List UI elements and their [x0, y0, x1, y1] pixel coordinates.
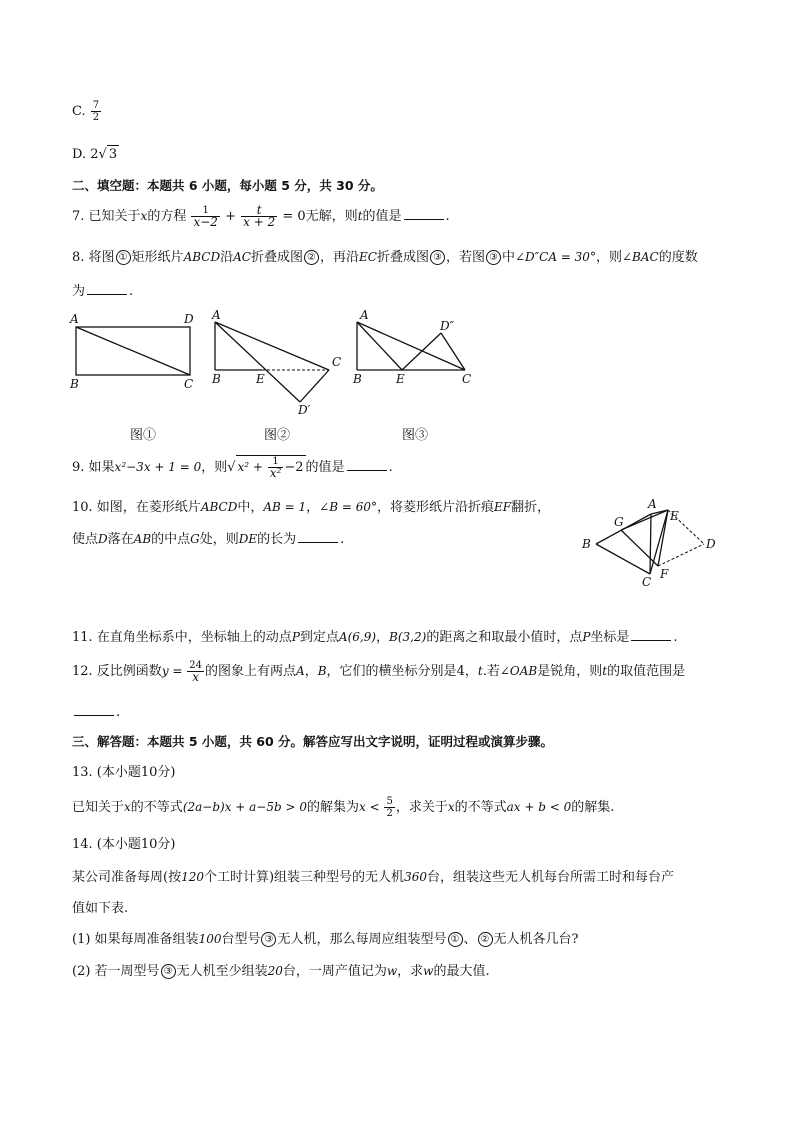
answer-blank[interactable] — [74, 703, 114, 716]
figure-3-caption: 图③ — [402, 428, 429, 443]
svg-text:D″: D″ — [440, 319, 455, 333]
figure-2 — [211, 308, 341, 417]
question-14-cont: 值如下表. — [72, 901, 129, 916]
figure-2-caption: 图② — [264, 428, 291, 443]
svg-text:C: C — [642, 575, 652, 589]
question-10-cont: 使点D落在AB的中点G处，则DE的长为 . — [72, 532, 345, 547]
svg-text:C: C — [462, 372, 472, 386]
q10-rhombus-figure — [578, 494, 728, 594]
svg-text:C: C — [332, 355, 342, 369]
svg-text:E: E — [256, 372, 265, 386]
question-14-part-1: (1) 如果每周准备组装100台型号 ③ 无人机，那么每周应组装型号 ① 、 ② 无人机各几台? — [72, 932, 579, 947]
question-12-cont: . — [72, 703, 120, 722]
svg-text:B: B — [212, 372, 221, 386]
answer-blank[interactable] — [298, 530, 338, 543]
svg-text:B: B — [70, 377, 79, 391]
svg-text:C: C — [184, 377, 194, 391]
question-13: 已知关于x的不等式(2a−b)x + a−5b > 0的解集为x < $\frac{5}{2}$ ，求关于x的不等式ax + b < 0的解集. — [72, 796, 615, 819]
answer-blank[interactable] — [87, 282, 127, 295]
svg-text:E: E — [396, 372, 405, 386]
question-13-head: 13. (本小题10分) — [72, 765, 176, 780]
svg-text:A: A — [648, 497, 657, 511]
question-9: 9. 如果x²−3x + 1 = 0，则√ x² + $\frac{1}{\text{x²}}$ −2 的值是 . — [72, 456, 393, 480]
question-11: 11. 在直角坐标系中，坐标轴上的动点P到定点A(6,9)，B(3,2)的距离之和取最小值时，点P坐标是 . — [72, 630, 678, 645]
question-8: 8. 将图 ① 矩形纸片ABCD沿AC折叠成图 ② ，再沿EC折叠成图 ③ ，若图 ③ 中∠D″CA = 30°，则∠BAC的度数 — [72, 250, 698, 265]
figure-3 — [352, 308, 471, 386]
question-14-part-2: (2) 若一周型号 ③ 无人机至少组装20台，一周产值记为w，求w的最大值. — [72, 964, 490, 979]
question-12: 12. 反比例函数y = $\frac{24}{x}$ 的图象上有两点A，B，它们的横坐标分别是4，t.若∠OAB是锐角，则t的取值范围是 — [72, 660, 686, 684]
answer-blank[interactable] — [631, 628, 671, 641]
svg-text:A: A — [212, 308, 221, 322]
figure-1 — [69, 312, 194, 391]
svg-text:D: D — [184, 312, 194, 326]
svg-text:A: A — [70, 312, 79, 326]
fraction: $\frac{7}{2}$ — [92, 100, 100, 123]
svg-text:D: D — [706, 537, 716, 551]
section-heading-fill-blank: 二、填空题：本题共 6 小题，每小题 5 分，共 30 分。 — [72, 178, 383, 193]
answer-blank[interactable] — [347, 458, 387, 471]
svg-text:F: F — [660, 567, 669, 581]
option-d: D. 2√ 3 — [72, 147, 118, 162]
question-14: 某公司准备每周(按120个工时计算)组装三种型号的无人机360台，组装这些无人机每台所需工时和每台产 — [72, 870, 674, 885]
svg-text:D′: D′ — [298, 403, 311, 417]
svg-text:B: B — [353, 372, 362, 386]
svg-text:G: G — [614, 515, 624, 529]
section-heading-solve: 三、解答题：本题共 5 小题，共 60 分。解答应写出文字说明，证明过程或演算步骤。 — [72, 734, 554, 749]
question-7: 7. 已知关于x的方程 $\frac{1}{x-2}$ + $\frac{t}{x + 2}$ = 0无解，则t的值是 . — [72, 203, 450, 229]
svg-text:E: E — [670, 509, 679, 523]
q8-figures — [66, 308, 472, 420]
answer-blank[interactable] — [404, 207, 444, 220]
question-8-cont: 为 . — [72, 284, 134, 299]
question-10: 10. 如图，在菱形纸片ABCD中，AB = 1，∠B = 60°，将菱形纸片沿折痕EF翻折， — [72, 500, 551, 515]
question-14-head: 14. (本小题10分) — [72, 837, 176, 852]
figure-1-caption: 图① — [130, 428, 157, 443]
svg-text:B: B — [582, 537, 591, 551]
option-c: C. $\frac{7}{2}$ — [72, 100, 100, 123]
svg-text:A: A — [360, 308, 369, 322]
